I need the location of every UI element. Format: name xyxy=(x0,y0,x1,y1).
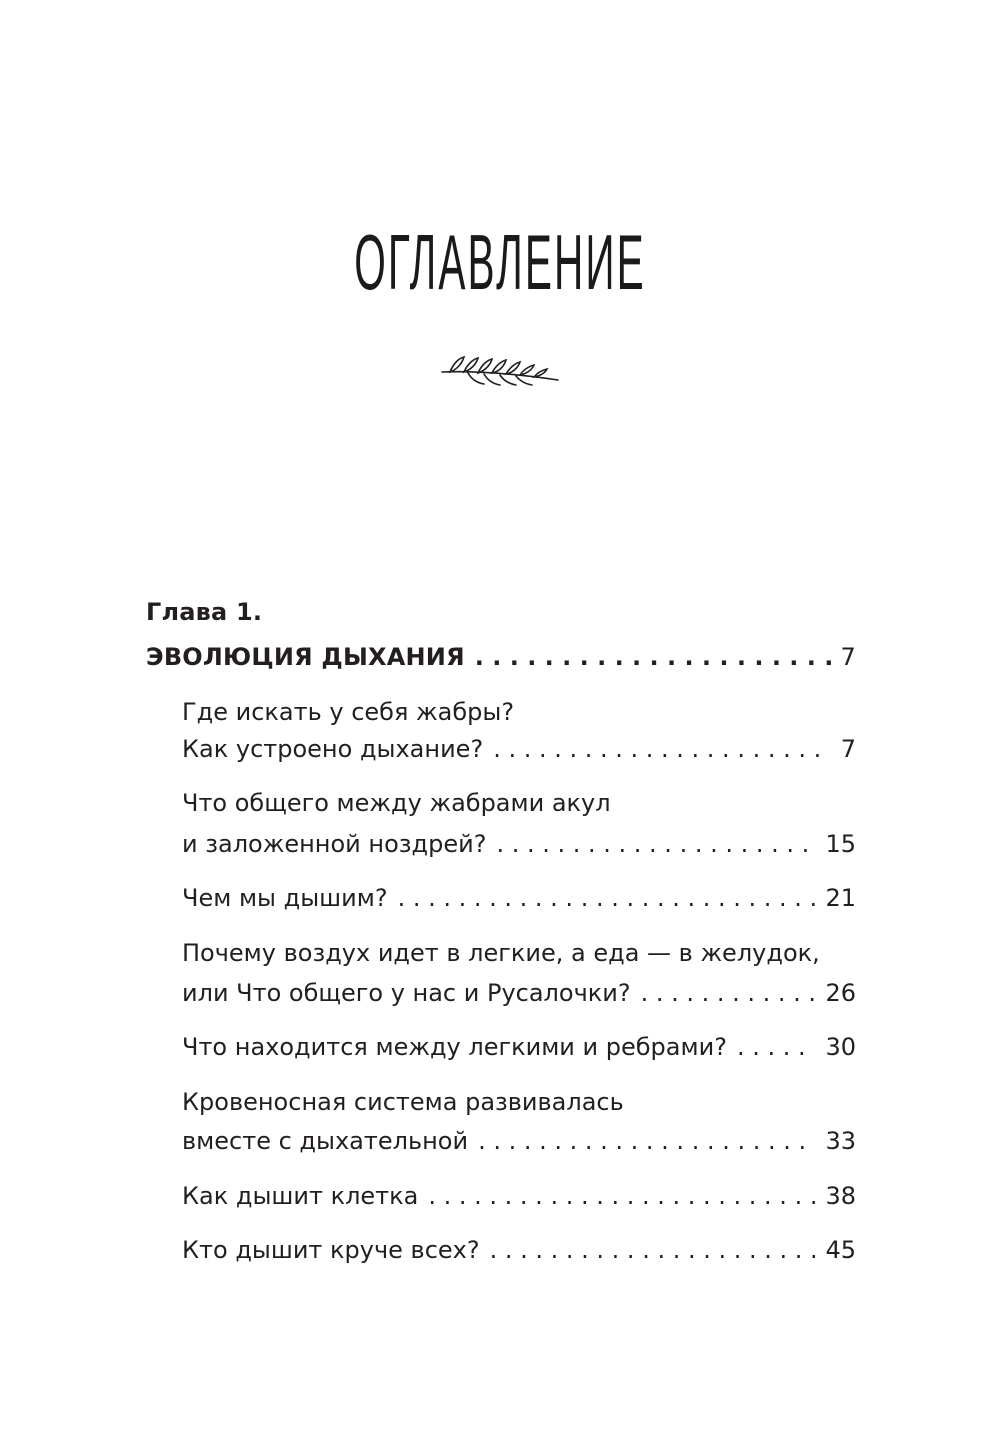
dot-leader xyxy=(428,1180,815,1212)
toc-entry[interactable] xyxy=(182,1234,856,1266)
entry-title: вместе с дыхательной xyxy=(182,1127,469,1155)
page-number: 38 xyxy=(825,1182,856,1210)
entry-title: Кто дышит круче всех? xyxy=(182,1236,480,1264)
toc-entry[interactable] xyxy=(182,977,856,1009)
page-number: 30 xyxy=(825,1033,856,1061)
page-number: 33 xyxy=(825,1127,856,1155)
toc-entry-chapter[interactable] xyxy=(146,641,856,673)
entry-title: Что находится между легкими и ребрами? xyxy=(182,1033,727,1061)
dot-leader xyxy=(496,828,815,860)
toc-entry[interactable] xyxy=(182,1180,856,1212)
chapter-label: Глава 1. xyxy=(146,598,263,626)
toc-entry[interactable] xyxy=(182,882,856,914)
dot-leader xyxy=(493,733,831,765)
entry-title: и заложенной ноздрей? xyxy=(182,830,487,858)
toc-entry-line1: Что общего между жабрами акул xyxy=(182,789,611,817)
page-number: 45 xyxy=(825,1236,856,1264)
page-title: ОГЛАВЛЕНИЕ xyxy=(354,218,646,306)
toc-entry-line1: Кровеносная система развивалась xyxy=(182,1088,624,1116)
dot-leader xyxy=(490,1234,816,1266)
dot-leader xyxy=(737,1031,816,1063)
entry-title: или Что общего у нас и Русалочки? xyxy=(182,979,631,1007)
dot-leader xyxy=(398,882,816,914)
page-number: 7 xyxy=(840,643,856,671)
page-number: 15 xyxy=(825,830,856,858)
leaf-sprig-icon xyxy=(440,350,560,390)
toc-entry-line1: Почему воздух идет в легкие, а еда — в желудок, xyxy=(182,939,820,967)
toc-entry[interactable] xyxy=(182,733,856,765)
dot-leader xyxy=(641,977,816,1009)
chapter-title: ЭВОЛЮЦИЯ ДЫХАНИЯ xyxy=(146,643,465,671)
entry-title: Как устроено дыхание? xyxy=(182,735,484,763)
dot-leader xyxy=(478,1125,815,1157)
page-number: 26 xyxy=(825,979,856,1007)
toc-entry[interactable] xyxy=(182,1125,856,1157)
toc-entry[interactable] xyxy=(182,828,856,860)
page-number: 7 xyxy=(840,735,856,763)
toc-entry[interactable] xyxy=(182,1031,856,1063)
page-number: 21 xyxy=(825,884,856,912)
entry-title: Как дышит клетка xyxy=(182,1182,419,1210)
dot-leader xyxy=(475,641,831,673)
entry-title: Чем мы дышим? xyxy=(182,884,388,912)
toc-entry-line1: Где искать у себя жабры? xyxy=(182,698,515,726)
